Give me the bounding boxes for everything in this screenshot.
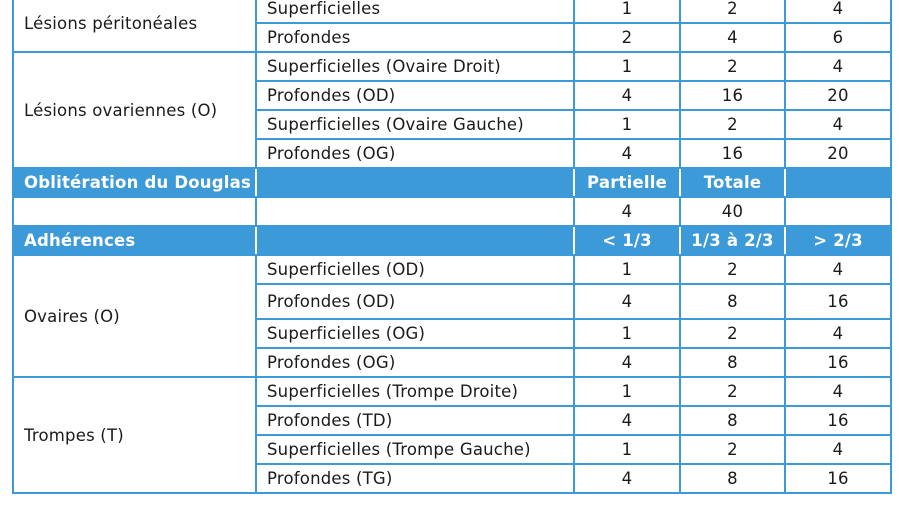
score-cell: 4: [785, 255, 891, 284]
lesion-type: Superficielles (Ovaire Gauche): [256, 110, 574, 139]
score-cell: 2: [680, 0, 785, 23]
score-cell: 16: [680, 81, 785, 110]
lesion-type: Superficielles: [256, 0, 574, 23]
score-cell: 1: [574, 435, 680, 464]
douglas-total-header: Totale: [680, 168, 785, 197]
adherences-col-header: 1/3 à 2/3: [680, 226, 785, 255]
lesion-type: Superficielles (Trompe Droite): [256, 377, 574, 406]
score-cell: 4: [574, 406, 680, 435]
score-cell: 2: [680, 377, 785, 406]
score-cell: 4: [785, 110, 891, 139]
score-cell: 1: [574, 377, 680, 406]
adherences-title: Adhérences: [13, 226, 256, 255]
douglas-partial-header: Partielle: [574, 168, 680, 197]
adherences-col-header: < 1/3: [574, 226, 680, 255]
table-row: [13, 0, 891, 23]
douglas-total-value: 40: [680, 197, 785, 226]
score-cell: 4: [785, 52, 891, 81]
score-cell: 1: [574, 255, 680, 284]
score-cell: 4: [574, 464, 680, 493]
empty-cell: [13, 197, 256, 226]
score-cell: 4: [574, 284, 680, 319]
lesion-type: Superficielles (OG): [256, 319, 574, 348]
score-cell: 16: [785, 284, 891, 319]
section-label: Lésions ovariennes (O): [13, 52, 256, 168]
score-cell: 2: [680, 52, 785, 81]
header-empty-cell: [256, 168, 574, 197]
score-cell: 4: [574, 81, 680, 110]
adherences-col-header: > 2/3: [785, 226, 891, 255]
score-cell: 2: [680, 255, 785, 284]
lesion-type: Profondes (OG): [256, 139, 574, 168]
endometriosis-score-table: [12, 0, 892, 494]
score-cell: 16: [785, 406, 891, 435]
table-row: [13, 197, 891, 226]
score-cell: 1: [574, 52, 680, 81]
score-cell: 16: [680, 139, 785, 168]
douglas-partial-value: 4: [574, 197, 680, 226]
section-label: Trompes (T): [13, 377, 256, 493]
lesion-type: Profondes: [256, 23, 574, 52]
score-cell: 2: [680, 435, 785, 464]
header-empty-cell: [785, 168, 891, 197]
lesion-type: Profondes (TG): [256, 464, 574, 493]
section-header-row: [13, 226, 891, 255]
score-cell: 4: [785, 435, 891, 464]
section-label: Ovaires (O): [13, 255, 256, 377]
table-row: [13, 377, 891, 406]
score-cell: 20: [785, 139, 891, 168]
section-label: Lésions péritonéales: [13, 0, 256, 52]
table-row: [13, 52, 891, 81]
lesion-type: Profondes (TD): [256, 406, 574, 435]
score-cell: 4: [785, 377, 891, 406]
score-cell: 4: [574, 348, 680, 377]
score-cell: 1: [574, 0, 680, 23]
score-cell: 2: [680, 319, 785, 348]
score-cell: 1: [574, 319, 680, 348]
score-cell: 8: [680, 464, 785, 493]
score-cell: 6: [785, 23, 891, 52]
score-cell: 8: [680, 348, 785, 377]
score-cell: 2: [574, 23, 680, 52]
score-cell: 1: [574, 110, 680, 139]
header-empty-cell: [256, 226, 574, 255]
lesion-type: Profondes (OD): [256, 284, 574, 319]
lesion-type: Superficielles (OD): [256, 255, 574, 284]
score-cell: 20: [785, 81, 891, 110]
score-cell: 8: [680, 406, 785, 435]
score-cell: 4: [574, 139, 680, 168]
score-cell: 16: [785, 464, 891, 493]
score-cell: 4: [680, 23, 785, 52]
score-cell: 16: [785, 348, 891, 377]
score-cell: 4: [785, 0, 891, 23]
lesion-type: Profondes (OD): [256, 81, 574, 110]
section-header-row: [13, 168, 891, 197]
lesion-type: Profondes (OG): [256, 348, 574, 377]
empty-cell: [785, 197, 891, 226]
score-cell: 4: [785, 319, 891, 348]
empty-cell: [256, 197, 574, 226]
lesion-type: Superficielles (Trompe Gauche): [256, 435, 574, 464]
douglas-title: Oblitération du Douglas: [13, 168, 256, 197]
score-cell: 8: [680, 284, 785, 319]
score-cell: 2: [680, 110, 785, 139]
lesion-type: Superficielles (Ovaire Droit): [256, 52, 574, 81]
table-row: [13, 255, 891, 284]
